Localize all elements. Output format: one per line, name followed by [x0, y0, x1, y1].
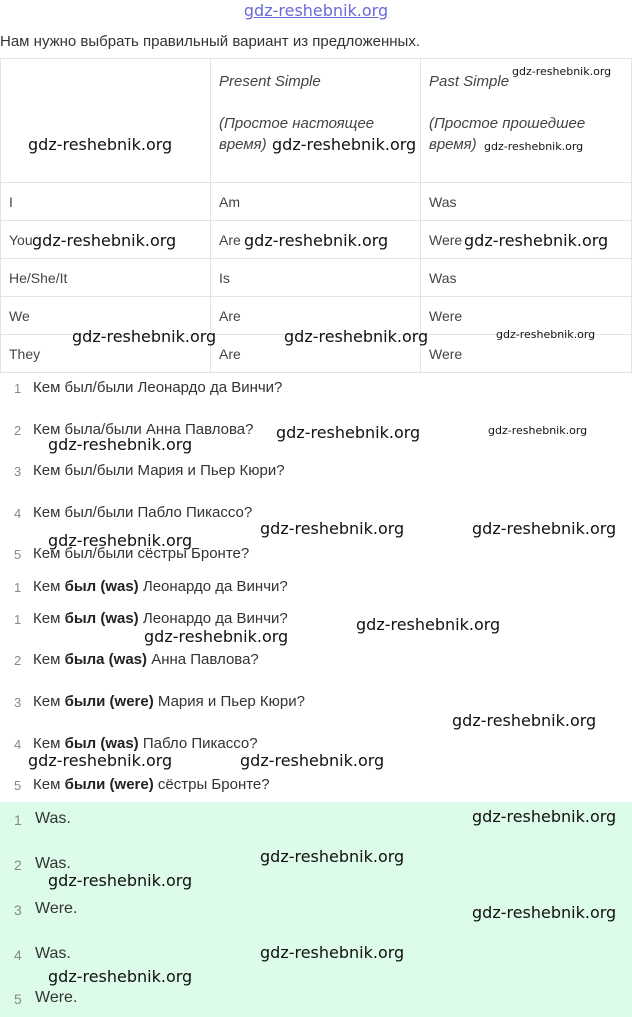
table-cell: Was [421, 183, 632, 221]
header-present-title: Present Simple [219, 73, 321, 90]
watermark: gdz-reshebnik.org [240, 751, 385, 770]
item-text: Кем был (was) Леонардо да Винчи? [33, 578, 288, 595]
item-text: Кем был/были Мария и Пьер Кюри? [33, 462, 285, 479]
watermark: gdz-reshebnik.org [496, 328, 596, 341]
watermark: gdz-reshebnik.org [472, 903, 617, 922]
item-number: 3 [14, 464, 22, 479]
watermark: gdz-reshebnik.org [48, 871, 193, 890]
item-text: Кем были (were) Мария и Пьер Кюри? [33, 693, 305, 710]
table-cell: We [1, 297, 211, 335]
table-cell: Were [421, 335, 632, 373]
table-cell: He/She/It [1, 259, 211, 297]
header-cell-empty [1, 59, 211, 183]
item-number: 2 [14, 857, 22, 873]
item-number: 3 [14, 902, 22, 918]
item-text: Кем была/были Анна Павлова? [33, 421, 254, 438]
item-number: 5 [14, 991, 22, 1007]
table-cell: They [1, 335, 211, 373]
watermark: gdz-reshebnik.org [464, 231, 609, 250]
table-cell: Were [421, 221, 632, 259]
answer-text: Was. [35, 855, 71, 872]
item-number: 2 [14, 423, 22, 438]
watermark: gdz-reshebnik.org [260, 847, 405, 866]
answer-text: Were. [35, 989, 78, 1006]
verb-table [0, 58, 632, 373]
item-text: Кем были (were) сёстры Бронте? [33, 776, 270, 793]
item-number: 1 [14, 381, 22, 396]
header-cell-present [211, 59, 421, 183]
site-title[interactable]: gdz-reshebnik.org [243, 1, 389, 20]
table-cell: Was [421, 259, 632, 297]
answer-text: Was. [35, 945, 71, 962]
watermark: gdz-reshebnik.org [144, 627, 289, 646]
table-cell: I [1, 183, 211, 221]
table-row [1, 259, 632, 297]
header-past-sub: (Простое прошедшее время) [429, 115, 586, 153]
watermark: gdz-reshebnik.org [284, 327, 429, 346]
item-number: 1 [14, 612, 22, 627]
header-past-title: Past Simple [429, 73, 510, 90]
table-cell: Were [421, 297, 632, 335]
item-text: Кем был (was) Пабло Пикассо? [33, 735, 258, 752]
watermark: gdz-reshebnik.org [356, 615, 501, 634]
item-number: 4 [14, 506, 22, 521]
watermark: gdz-reshebnik.org [244, 231, 389, 250]
item-number: 3 [14, 695, 22, 710]
answer-text: Was. [35, 810, 71, 827]
watermark: gdz-reshebnik.org [48, 967, 193, 986]
table-cell: Are [211, 335, 421, 373]
header-present-sub: (Простое настоящее время) [219, 115, 375, 153]
item-text: Кем был/были Пабло Пикассо? [33, 504, 253, 521]
watermark: gdz-reshebnik.org [48, 435, 193, 454]
watermark: gdz-reshebnik.org [512, 65, 612, 78]
watermark: gdz-reshebnik.org [260, 519, 405, 538]
item-number: 5 [14, 778, 22, 793]
item-number: 1 [14, 580, 22, 595]
watermark: gdz-reshebnik.org [472, 519, 617, 538]
item-text: Кем была (was) Анна Павлова? [33, 651, 259, 668]
item-number: 5 [14, 547, 22, 562]
watermark: gdz-reshebnik.org [32, 231, 177, 250]
intro-text: Нам нужно выбрать правильный вариант из предложенных. [0, 33, 420, 50]
watermark: gdz-reshebnik.org [272, 135, 417, 154]
watermark: gdz-reshebnik.org [48, 531, 193, 550]
watermark: gdz-reshebnik.org [484, 140, 584, 153]
answer-text: Were. [35, 900, 78, 917]
item-number: 4 [14, 947, 22, 963]
table-cell: You [1, 221, 211, 259]
item-number: 1 [14, 812, 22, 828]
item-number: 4 [14, 737, 22, 752]
table-cell: Am [211, 183, 421, 221]
watermark: gdz-reshebnik.org [72, 327, 217, 346]
watermark: gdz-reshebnik.org [452, 711, 597, 730]
table-cell: Is [211, 259, 421, 297]
table-cell: Are [211, 221, 421, 259]
watermark: gdz-reshebnik.org [276, 423, 421, 442]
watermark: gdz-reshebnik.org [28, 135, 173, 154]
item-text: Кем был/были сёстры Бронте? [33, 545, 250, 562]
watermark: gdz-reshebnik.org [472, 807, 617, 826]
item-number: 2 [14, 653, 22, 668]
watermark: gdz-reshebnik.org [488, 424, 588, 437]
table-cell: Are [211, 297, 421, 335]
item-text: Кем был (was) Леонардо да Винчи? [33, 610, 288, 627]
table-row [1, 183, 632, 221]
watermark: gdz-reshebnik.org [28, 751, 173, 770]
item-text: Кем был/были Леонардо да Винчи? [33, 379, 283, 396]
watermark: gdz-reshebnik.org [260, 943, 405, 962]
